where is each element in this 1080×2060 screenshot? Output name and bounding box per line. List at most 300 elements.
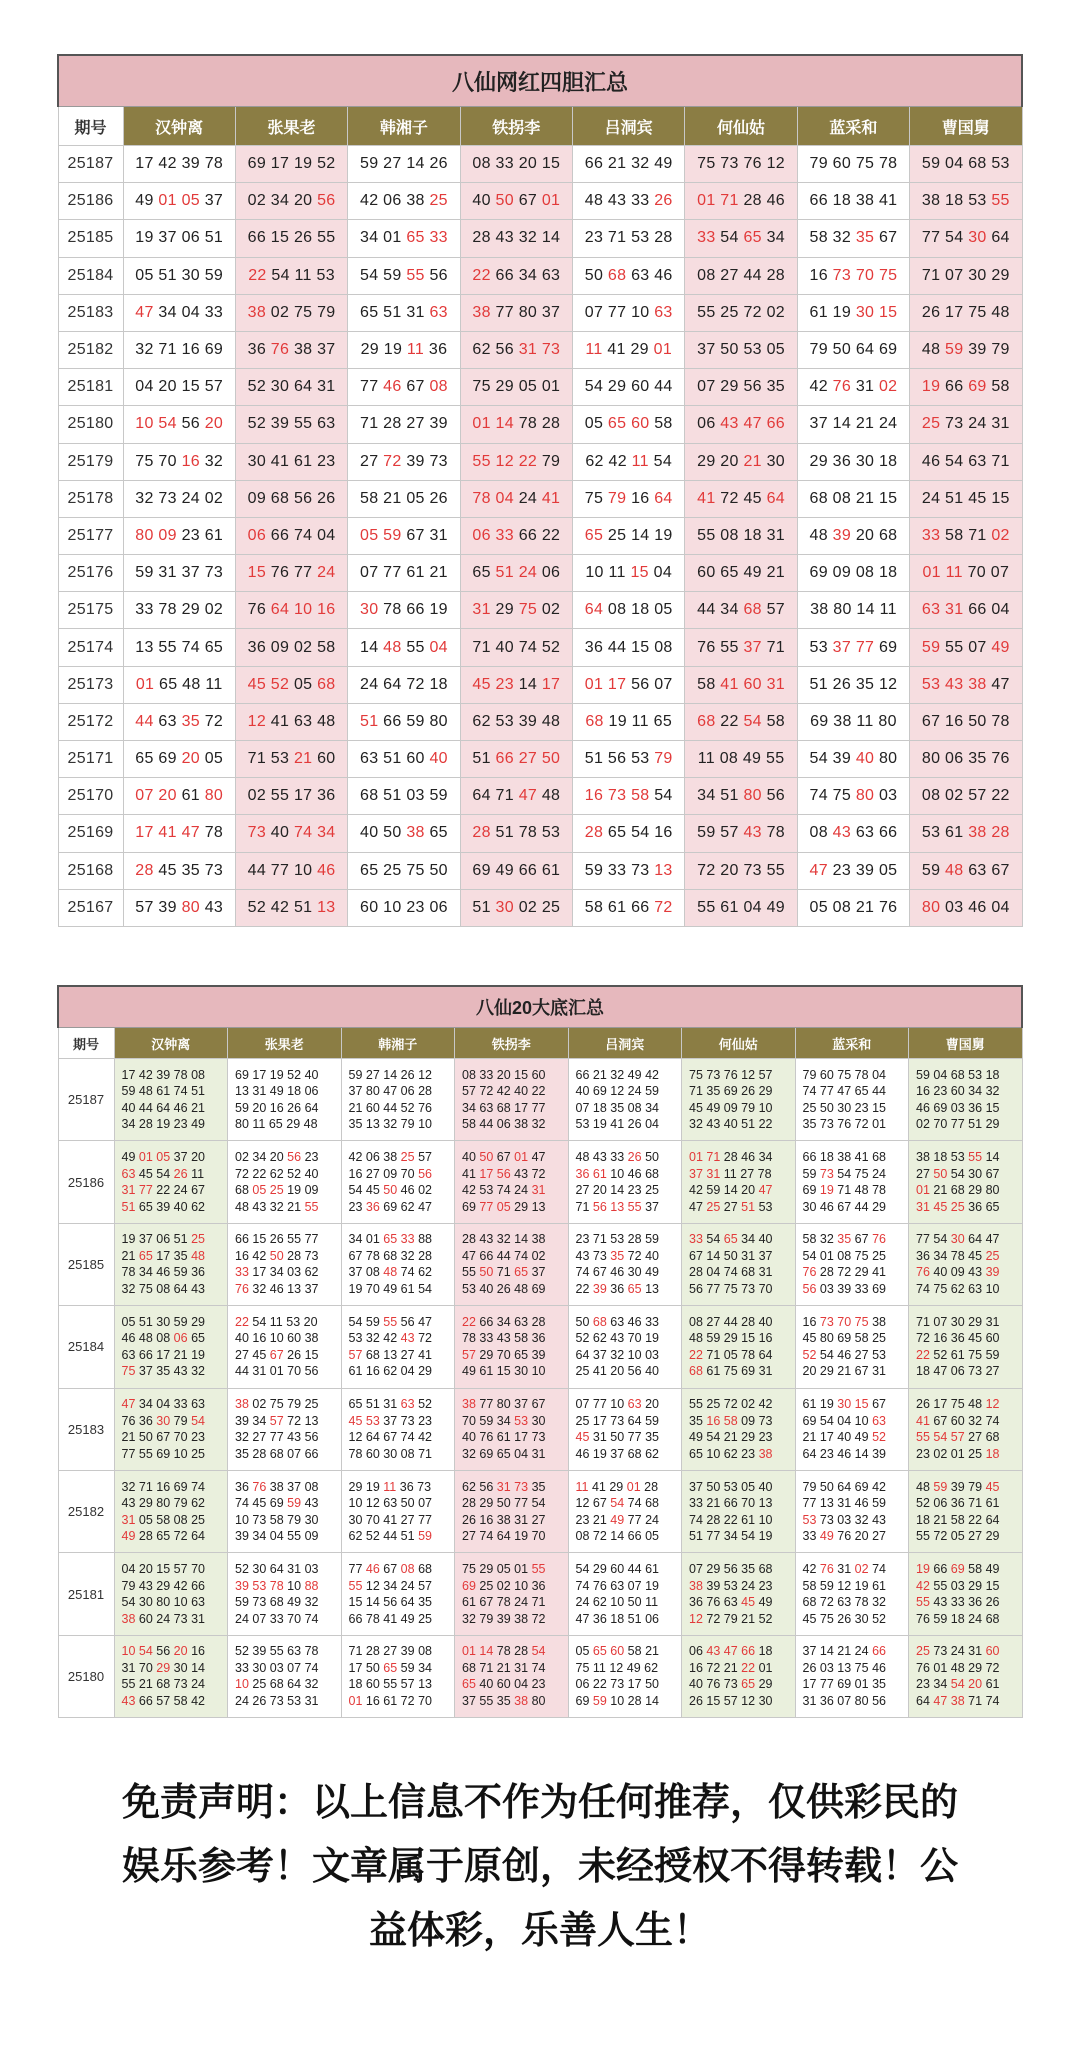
number: 77 — [627, 1430, 642, 1445]
number-cell — [235, 592, 347, 629]
number: 28 — [654, 229, 673, 247]
number: 48 — [541, 712, 561, 730]
number-line — [235, 1083, 341, 1100]
number: 24 — [878, 415, 898, 433]
number: 14 — [479, 1644, 494, 1659]
number-line — [349, 1396, 455, 1413]
number: 62 — [472, 712, 491, 730]
number: 62 — [472, 341, 491, 359]
number: 25 — [706, 1397, 721, 1412]
number: 38 — [247, 303, 267, 321]
number: 64 — [766, 489, 785, 507]
number: 75 — [269, 1397, 284, 1412]
number: 12 — [741, 1693, 756, 1708]
number: 07 — [697, 378, 716, 396]
number-line — [916, 1429, 1022, 1446]
number: 45 — [138, 1166, 153, 1181]
number-line — [689, 1083, 795, 1100]
period-cell: 25185 — [58, 220, 123, 257]
number: 67 — [269, 1347, 284, 1362]
number: 44 — [383, 1529, 398, 1544]
number: 25 — [429, 192, 448, 210]
number: 74 — [872, 1562, 886, 1577]
number-cell — [348, 555, 460, 592]
number: 02 — [991, 526, 1010, 544]
number: 68 — [689, 1364, 703, 1379]
number: 58 — [654, 415, 673, 433]
number: 43 — [496, 1331, 511, 1346]
number-cell — [685, 146, 797, 183]
number: 49 — [706, 1100, 721, 1115]
number-line — [235, 1149, 341, 1166]
number: 13 — [645, 1281, 659, 1296]
number-line — [122, 1100, 228, 1117]
number: 10 — [269, 1331, 284, 1346]
number-line — [803, 1182, 909, 1199]
number: 59 — [287, 1496, 302, 1511]
number: 20 — [269, 1150, 284, 1165]
number: 25 — [985, 1248, 1000, 1263]
number: 05 — [204, 750, 224, 768]
number: 59 — [235, 1595, 249, 1610]
number: 24 — [400, 1578, 415, 1593]
number: 55 — [287, 1232, 302, 1247]
number: 58 — [968, 1562, 983, 1577]
number: 70 — [287, 1611, 302, 1626]
number: 72 — [592, 1529, 607, 1544]
number: 67 — [689, 1248, 703, 1263]
number: 13 — [287, 1281, 302, 1296]
number: 64 — [991, 229, 1010, 247]
number-line — [349, 1363, 455, 1380]
number: 67 — [348, 1248, 363, 1263]
number: 75 — [472, 378, 491, 396]
number-line — [235, 1182, 341, 1199]
number: 28 — [689, 1265, 703, 1280]
number: 48 — [945, 861, 964, 879]
number: 25 — [418, 1611, 432, 1626]
number: 80 — [496, 1397, 511, 1412]
number: 32 — [462, 1611, 476, 1626]
number: 56 — [304, 1364, 319, 1379]
number-line — [122, 1413, 228, 1430]
number: 60 — [317, 750, 336, 768]
number: 31 — [531, 1183, 546, 1198]
number: 50 — [365, 1660, 380, 1675]
number: 77 — [270, 861, 290, 879]
number: 48 — [235, 1199, 249, 1214]
number: 73 — [743, 861, 762, 879]
number: 65 — [854, 1084, 869, 1099]
number: 30 — [968, 229, 987, 247]
number: 40 — [304, 1166, 319, 1181]
number: 53 — [921, 675, 941, 693]
number: 79 — [802, 1067, 817, 1082]
number: 75 — [723, 1281, 738, 1296]
number: 05 — [950, 1529, 965, 1544]
number: 55 — [479, 1693, 494, 1708]
number: 66 — [631, 898, 650, 916]
number: 42 — [496, 1084, 511, 1099]
number: 44 — [383, 1100, 398, 1115]
number: 73 — [252, 1512, 267, 1527]
number: 37 — [462, 1693, 476, 1708]
number: 02 — [531, 1248, 546, 1263]
number: 31 — [706, 1166, 721, 1181]
number: 02 — [204, 601, 224, 619]
number-line — [122, 1067, 228, 1084]
number: 65 — [689, 1446, 703, 1461]
number: 73 — [514, 1479, 529, 1494]
number: 34 — [317, 824, 336, 842]
number: 34 — [252, 1529, 267, 1544]
number: 66 — [741, 1644, 756, 1659]
number: 52 — [317, 155, 336, 173]
number-line — [462, 1363, 568, 1380]
number: 50 — [479, 1265, 494, 1280]
number: 30 — [252, 1660, 267, 1675]
number: 18 — [631, 601, 650, 619]
number-cell — [455, 1388, 569, 1470]
number: 59 — [584, 861, 604, 879]
number: 03 — [645, 1347, 659, 1362]
number-cell — [460, 778, 572, 815]
number: 28 — [365, 1644, 380, 1659]
number-cell — [573, 778, 685, 815]
number: 04 — [156, 1397, 171, 1412]
period-cell: 25167 — [58, 889, 123, 926]
number: 36 — [531, 1331, 546, 1346]
number-cell — [455, 1059, 569, 1141]
number: 11 — [406, 341, 425, 359]
number-line — [122, 1611, 228, 1628]
number: 29 — [495, 378, 514, 396]
number: 65 — [720, 564, 739, 582]
number-line — [122, 1676, 228, 1693]
number: 11 — [252, 1117, 266, 1132]
number-cell — [685, 220, 797, 257]
number-line — [576, 1561, 682, 1578]
number-line — [235, 1578, 341, 1595]
column-header: 何仙姑 — [685, 107, 797, 146]
number: 52 — [247, 378, 267, 396]
number: 44 — [872, 1084, 886, 1099]
number-cell — [235, 703, 347, 740]
table-body — [58, 1059, 1022, 1718]
number: 47 — [135, 303, 154, 321]
number: 49 — [985, 1562, 1000, 1577]
column-header: 何仙姑 — [682, 1028, 796, 1059]
number: 61 — [592, 1166, 607, 1181]
number: 33 — [235, 1265, 249, 1280]
number: 17 — [627, 1677, 642, 1692]
number: 21 — [592, 1512, 607, 1527]
number: 77 — [819, 1677, 834, 1692]
number: 27 — [400, 1347, 415, 1362]
number: 31 — [191, 1611, 205, 1626]
number: 22 — [916, 1347, 930, 1362]
number: 68 — [950, 1183, 965, 1198]
number: 09 — [304, 1183, 319, 1198]
number-cell — [685, 741, 797, 778]
number: 40 — [645, 1248, 659, 1263]
number: 22 — [518, 452, 538, 470]
number: 31 — [121, 1183, 136, 1198]
number: 29 — [418, 1364, 432, 1379]
number: 70 — [758, 1281, 773, 1296]
number: 39 — [950, 1479, 965, 1494]
number-cell — [341, 1635, 455, 1717]
number: 63 — [400, 1397, 415, 1412]
number: 36 — [584, 638, 604, 656]
number: 19 — [592, 1117, 607, 1132]
number: 75 — [138, 1281, 153, 1296]
number: 39 — [872, 1446, 886, 1461]
number-line — [689, 1231, 795, 1248]
number: 27 — [252, 1430, 267, 1445]
number-cell — [797, 815, 909, 852]
number: 78 — [269, 1578, 284, 1593]
number: 73 — [592, 1248, 607, 1263]
number: 58 — [991, 378, 1010, 396]
number: 16 — [365, 1364, 380, 1379]
number: 37 — [689, 1479, 703, 1494]
number: 69 — [837, 1331, 852, 1346]
number-line — [803, 1413, 909, 1430]
number-line — [235, 1347, 341, 1364]
number: 63 — [631, 266, 650, 284]
number-cell — [341, 1141, 455, 1223]
number: 58 — [584, 898, 604, 916]
number: 66 — [383, 712, 402, 730]
number: 16 — [802, 1314, 817, 1329]
number: 53 — [462, 1281, 476, 1296]
number: 73 — [741, 1281, 756, 1296]
table-row — [58, 183, 1022, 220]
number: 31 — [837, 1496, 852, 1511]
number: 43 — [495, 229, 514, 247]
table-row — [58, 1635, 1022, 1717]
number-line — [235, 1594, 341, 1611]
number: 39 — [156, 1067, 171, 1082]
number: 66 — [878, 824, 898, 842]
number: 55 — [766, 861, 785, 879]
number-cell — [235, 778, 347, 815]
number: 27 — [985, 1364, 1000, 1379]
number: 74 — [181, 638, 200, 656]
number: 34 — [766, 229, 785, 247]
number: 52 — [235, 1644, 249, 1659]
number: 13 — [531, 1199, 546, 1214]
number: 21 — [855, 415, 875, 433]
number: 56 — [766, 787, 785, 805]
number: 61 — [479, 1364, 494, 1379]
number-line — [462, 1330, 568, 1347]
number: 24 — [872, 1166, 886, 1181]
number: 46 — [916, 1100, 930, 1115]
number: 35 — [235, 1446, 249, 1461]
number: 70 — [173, 1430, 188, 1445]
number: 67 — [191, 1183, 205, 1198]
number-cell — [568, 1553, 682, 1635]
number: 67 — [854, 1364, 869, 1379]
number-cell — [910, 480, 1022, 517]
number-cell — [795, 1470, 909, 1552]
number: 67 — [383, 1430, 398, 1445]
number: 79 — [173, 1496, 188, 1511]
number: 41 — [878, 192, 898, 210]
number: 19 — [854, 1578, 869, 1593]
number: 29 — [968, 1578, 983, 1593]
number: 59 — [135, 564, 154, 582]
number: 74 — [400, 1430, 415, 1445]
number: 45 — [365, 1183, 380, 1198]
number: 16 — [348, 1166, 363, 1181]
number: 31 — [518, 341, 538, 359]
number: 22 — [575, 1281, 590, 1296]
number: 14 — [645, 1693, 659, 1708]
number: 08 — [365, 1265, 380, 1280]
number: 30 — [304, 1512, 319, 1527]
number: 67 — [878, 229, 898, 247]
number: 63 — [541, 266, 561, 284]
number: 08 — [921, 787, 941, 805]
number-line — [803, 1231, 909, 1248]
number: 68 — [496, 1100, 511, 1115]
number-cell — [348, 220, 460, 257]
number: 70 — [462, 1413, 476, 1428]
number: 66 — [766, 415, 785, 433]
number: 05 — [741, 1479, 756, 1494]
number: 69 — [462, 1578, 476, 1593]
number: 16 — [269, 1100, 284, 1115]
number: 29 — [854, 1265, 869, 1280]
number: 02 — [204, 489, 224, 507]
number-line — [689, 1495, 795, 1512]
number: 01 — [626, 1479, 641, 1494]
number: 51 — [191, 1084, 205, 1099]
number-cell — [795, 1306, 909, 1388]
number: 42 — [383, 1331, 398, 1346]
number-cell — [235, 257, 347, 294]
number-line — [803, 1512, 909, 1529]
number: 19 — [156, 1117, 171, 1132]
number: 68 — [156, 1677, 171, 1692]
number: 58 — [945, 526, 964, 544]
number-cell — [573, 815, 685, 852]
number: 22 — [991, 787, 1010, 805]
number: 06 — [472, 526, 491, 544]
period-cell: 25171 — [58, 741, 123, 778]
number: 54 — [610, 1496, 625, 1511]
number: 01 — [922, 564, 941, 582]
number: 68 — [758, 1562, 773, 1577]
number-line — [803, 1347, 909, 1364]
number: 59 — [921, 861, 941, 879]
number: 02 — [518, 898, 538, 916]
number: 46 — [819, 1199, 834, 1214]
number-line — [803, 1083, 909, 1100]
number-line — [916, 1083, 1022, 1100]
number: 51 — [472, 750, 491, 768]
number: 34 — [645, 1100, 659, 1115]
number: 33 — [479, 1067, 494, 1082]
number: 53 — [495, 712, 514, 730]
number: 14 — [985, 1150, 1000, 1165]
number: 48 — [584, 192, 604, 210]
number-cell — [348, 369, 460, 406]
number: 10 — [418, 1117, 432, 1132]
number: 54 — [945, 229, 964, 247]
number: 04 — [837, 1413, 852, 1428]
number: 62 — [950, 1281, 965, 1296]
number: 78 — [348, 1446, 363, 1461]
number: 17 — [541, 675, 561, 693]
number: 29 — [809, 452, 828, 470]
number: 58 — [631, 787, 650, 805]
number: 39 — [531, 1347, 546, 1362]
number: 78 — [383, 601, 402, 619]
number: 26 — [916, 1397, 930, 1412]
number: 74 — [496, 1183, 511, 1198]
number: 01 — [872, 1117, 886, 1132]
number: 37 — [138, 1364, 153, 1379]
number-line — [689, 1166, 795, 1183]
number: 65 — [268, 1117, 283, 1132]
number-cell — [573, 294, 685, 331]
number: 12 — [365, 1496, 380, 1511]
number: 47 — [743, 415, 762, 433]
number: 54 — [252, 1314, 267, 1329]
number-cell — [228, 1388, 342, 1470]
number: 29 — [968, 1183, 983, 1198]
number: 07 — [837, 1693, 852, 1708]
number: 77 — [706, 1281, 721, 1296]
number: 80 — [921, 898, 941, 916]
number: 31 — [317, 378, 336, 396]
number-cell — [797, 889, 909, 926]
number: 26 — [287, 1100, 302, 1115]
number: 59 — [365, 1314, 380, 1329]
number-cell — [909, 1059, 1023, 1141]
number: 60 — [631, 415, 650, 433]
number: 55 — [406, 638, 425, 656]
number: 36 — [832, 452, 852, 470]
number: 28 — [644, 1479, 659, 1494]
number: 44 — [138, 1100, 153, 1115]
period-cell: 25186 — [58, 1141, 114, 1223]
number: 21 — [933, 1512, 948, 1527]
number-cell — [568, 1141, 682, 1223]
number-line — [235, 1693, 341, 1710]
number-line — [349, 1660, 455, 1677]
number-cell — [114, 1306, 228, 1388]
number: 67 — [479, 1595, 494, 1610]
number: 30 — [247, 452, 267, 470]
number: 77 — [360, 378, 379, 396]
number: 01 — [541, 192, 561, 210]
number: 69 — [462, 1199, 476, 1214]
number: 41 — [872, 1265, 886, 1280]
number: 29 — [720, 378, 739, 396]
number: 66 — [138, 1347, 153, 1362]
number: 63 — [610, 1314, 625, 1329]
number: 07 — [933, 1314, 948, 1329]
number: 58 — [462, 1117, 476, 1132]
number-line — [916, 1182, 1022, 1199]
number: 63 — [479, 1100, 494, 1115]
number-line — [576, 1512, 682, 1529]
